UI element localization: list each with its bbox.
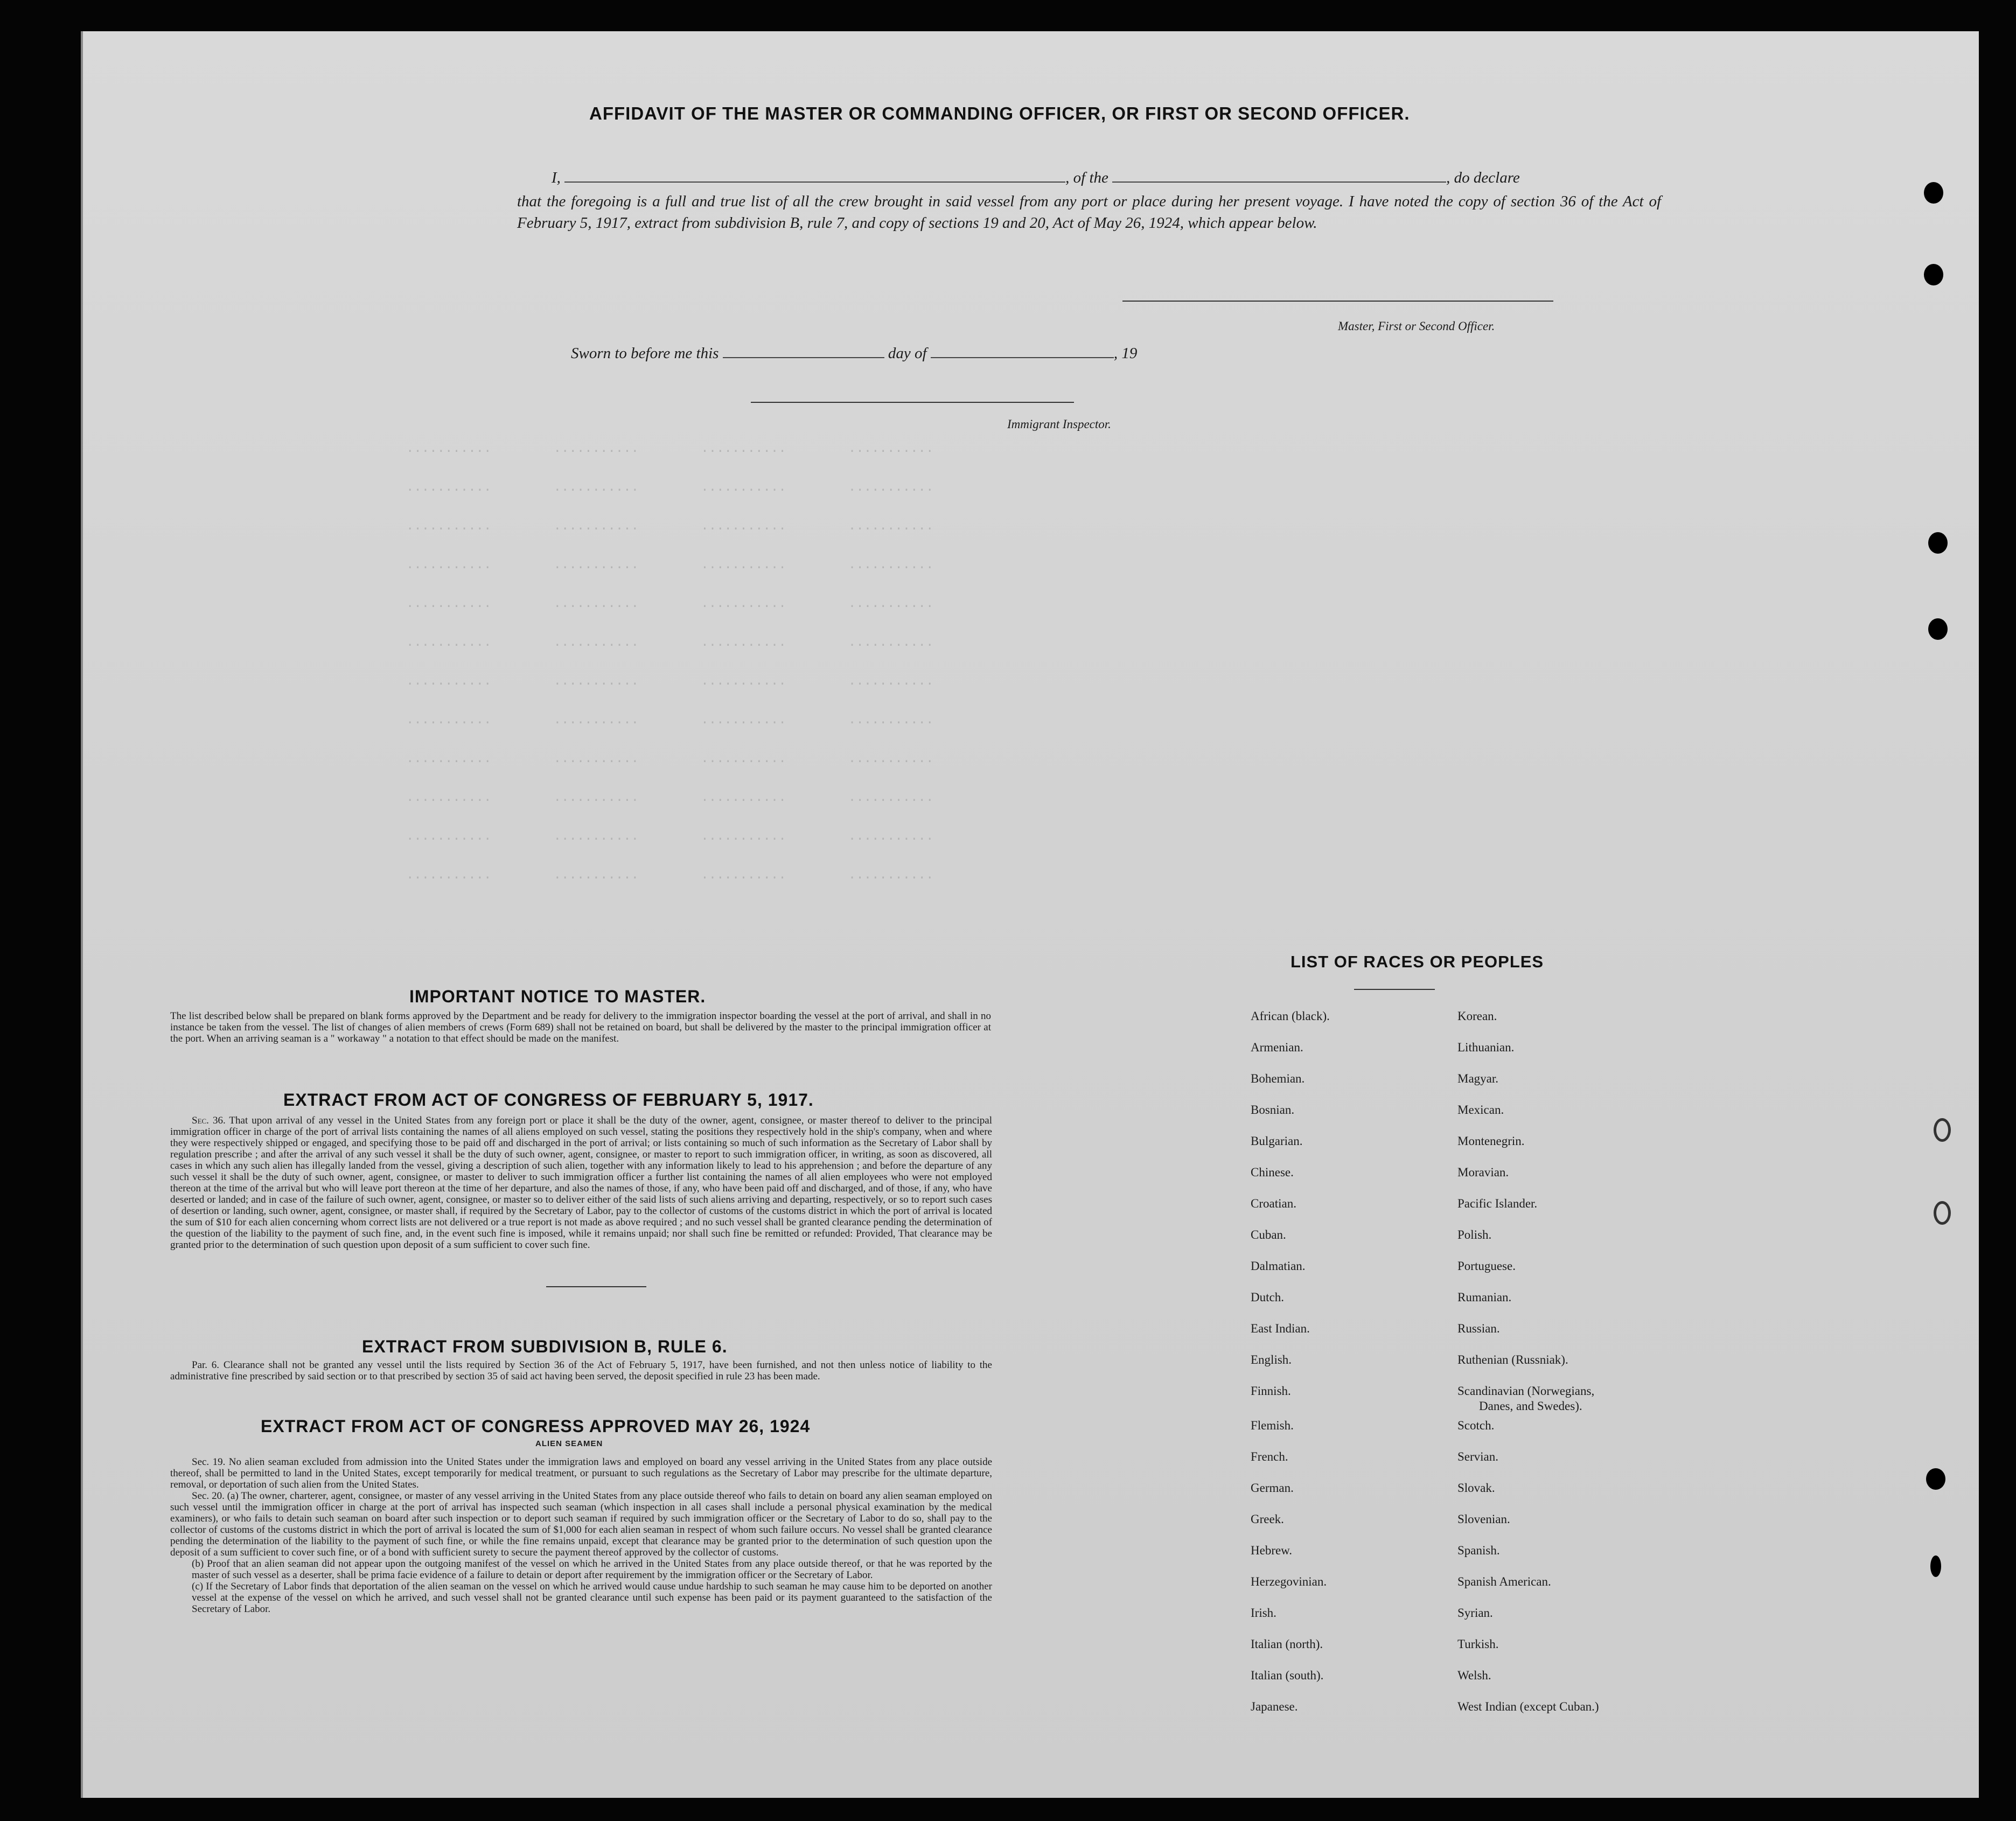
race-left: Italian (north).: [1251, 1637, 1323, 1651]
sworn-day-field[interactable]: [723, 357, 884, 358]
affidavit-body: that the foregoing is a full and true list of all the crew brought in said vessel from any port or place during her present voyage. I have noted the copy of section 36 of the Act of February 5, 1917, extract from subdivision B, rule 7, and copy of sections 19 and 20, Act of May 26, 1924, which appear below.: [517, 193, 1661, 232]
vessel-name-field[interactable]: [1112, 182, 1446, 183]
sec-19-paragraph: [170, 1456, 992, 1490]
document-page: [81, 31, 1979, 1798]
race-right: Montenegrin.: [1457, 1134, 1525, 1148]
sworn-label: Sworn to before me this: [571, 345, 719, 362]
inspector-label: Immigrant Inspector.: [1007, 417, 1111, 431]
affidavit-declaration-line: [552, 167, 1661, 189]
par-6-label: Par. 6.: [192, 1359, 220, 1371]
race-right: Scotch.: [1457, 1419, 1495, 1432]
punch-hole: [1928, 532, 1948, 554]
master-signature-label: Master, First or Second Officer.: [1338, 319, 1495, 333]
race-right: Lithuanian.: [1457, 1041, 1515, 1054]
race-left: Croatian.: [1251, 1197, 1296, 1210]
bleed-through-rows: ........... ........... ........... ........... ........... ........... ........... ........... ........... ........... ........... ........... ........... ........... ........... ........... ........... ........... ........... ........... ........... ........... ........... ........... ........... ........... ........... ........... ........... ........... ........... ........... ........... ........... ........... ........... ........... ........... ........... ........... ........... ........... ........... ........... ........... ........... ........... ...........: [406, 442, 934, 883]
extract-rule6-title: EXTRACT FROM SUBDIVISION B, RULE 6.: [362, 1337, 728, 1356]
notice-body: The list described below shall be prepared on blank forms approved by the Department and be ready for delivery to the immigration inspector boarding the vessel at the port of arrival, and shall in no instance be taken from the vessel. The list of changes of alien members of crews (Form 689) shall not be retained on board, but shall be delivered by the master to the principal immigration officer at the port. When an arriving seaman is a " workaway " a notation to that effect should be made on the manifest.: [170, 1010, 991, 1044]
sec-36-text: That upon arrival of any vessel in the United States from any foreign port or place it shall be the duty of the owner, agent, consignee, or master thereof to deliver to the principal immigration officer in charge of the port of arrival lists containing the names of all aliens employed on such vessel, stating the positions they respectively hold in the ship's company, when and where they were respectively shipped or engaged, and specifying those to be paid off and discharged in the port of arrival; or lists containing so much of such information as the Secretary of Labor shall by regulation prescribe ; and after the arrival of any such vessel it shall be the duty of such owner, agent, consignee, or master to report to such immigration officer, in writing, as soon as discovered, all cases in which any such alien has illegally landed from the vessel, giving a description of such alien, together with any information likely to lead to his apprehension ; and before the departure of any such vessel it shall be the duty of such owner, agent, consignee, or master to deliver to such immigration officer a further list containing the names of all alien employees who were not employed thereon at the time of the arrival but who will leave port thereon at the time of her departure, and also the names of those, if any, who have been paid off and discharged, and of those, if any, who have deserted or landed; and in case of the failure of such owner, agent, consignee, or master so to deliver either of the said lists of such aliens arriving and departing, respectively, or so to report such cases of desertion or landing, such owner, agent, consignee, or master shall, if required by the Secretary of Labor, pay to the collector of customs of the customs district in which the port of arrival is located the sum of $10 for each alien concerning whom correct lists are not delivered or a true report is not made as above required ; and no such vessel shall be granted clearance pending the determination of the question of the liability to the payment of such fine, and, in the event such fine is imposed, while it remains unpaid; nor shall such fine be remitted or refunded: Provided, That clearance may be granted prior to the determination of such question upon deposit of a sum sufficient to cover such fine.: [170, 1115, 992, 1251]
sec-20a-paragraph: [170, 1490, 992, 1558]
race-right: Slovenian.: [1457, 1512, 1510, 1526]
race-left: Herzegovinian.: [1251, 1575, 1327, 1588]
punch-hole: [1924, 182, 1943, 204]
affidavit-declare-label: , do declare: [1446, 169, 1520, 186]
extract-1917-title: EXTRACT FROM ACT OF CONGRESS OF FEBRUARY 5, 1917.: [283, 1090, 814, 1110]
sec-20-label: Sec. 20. (a): [192, 1490, 239, 1502]
race-left: Chinese.: [1251, 1166, 1294, 1179]
race-left: German.: [1251, 1481, 1294, 1495]
race-left: Hebrew.: [1251, 1544, 1293, 1557]
race-left: Greek.: [1251, 1512, 1284, 1526]
sec-20a-text: The owner, charterer, agent, consignee, or master of any vessel arriving in the United States from any place outside thereof who fails to detain on board any alien seaman employed on such vessel until the immigration officer in charge at the port of arrival has inspected such seaman (which inspection in all cases shall include a personal physical examination by the medical examiners), or who fails to detain such seaman on board after such inspection or to deport such seaman if required by such immigration officer or the Secretary of Labor to do so, shall pay to the collector of customs of the customs district in which the port of arrival is located the sum of $1,000 for each alien seaman in respect of whom such failure occurs. No vessel shall be granted clearance pending the determination of the liability to the payment of such fine, or while the fine remains unpaid, except that clearance may be granted prior to the determination of such question upon the deposit of a sum sufficient to cover such fine, or of a bond with sufficient surety to secure the payment thereof approved by the collector of customs.: [170, 1490, 992, 1558]
race-right: Turkish.: [1457, 1637, 1499, 1651]
race-left: Bosnian.: [1251, 1103, 1295, 1117]
sec-20b-text: (b) Proof that an alien seaman did not appear upon the outgoing manifest of the vessel on which he arrived in the United States from any place outside thereof, or that he was reported by the master of such vessel as a deserter, shall be prima facie evidence of a failure to detain or deport after requirement by the immigration officer or the Secretary of Labor.: [192, 1558, 992, 1581]
race-left: French.: [1251, 1450, 1288, 1463]
race-left: Dalmatian.: [1251, 1259, 1306, 1273]
race-right: Pacific Islander.: [1457, 1197, 1538, 1210]
race-left: Cuban.: [1251, 1228, 1286, 1241]
extract-1924-title: EXTRACT FROM ACT OF CONGRESS APPROVED MAY 26, 1924: [261, 1417, 811, 1436]
extract-1924-body: [170, 1456, 992, 1615]
race-left: East Indian.: [1251, 1322, 1310, 1335]
par-6-text: Clearance shall not be granted any vessel until the lists required by Section 36 of the Act of February 5, 1917, have been furnished, and not then unless notice of liability to the administrative fine prescribed by said section or to that prescribed by section 35 of said act having been served, the deposit specified in rule 23 has been made.: [170, 1359, 992, 1382]
race-right: Syrian.: [1457, 1606, 1493, 1620]
sec-36-label: Sec. 36.: [192, 1115, 226, 1126]
race-left: Bulgarian.: [1251, 1134, 1303, 1148]
race-right: West Indian (except Cuban.): [1457, 1700, 1599, 1713]
race-right: Portuguese.: [1457, 1259, 1516, 1273]
sworn-line: [571, 343, 1137, 364]
punch-hole: [1926, 1468, 1945, 1490]
extract-1924-subtitle: ALIEN SEAMEN: [535, 1439, 603, 1448]
race-right: Polish.: [1457, 1228, 1492, 1241]
races-title: LIST OF RACES OR PEOPLES: [1290, 952, 1544, 971]
notice-title: IMPORTANT NOTICE TO MASTER.: [409, 987, 706, 1006]
race-left: Irish.: [1251, 1606, 1276, 1620]
affidavit-of-the-label: , of the: [1065, 169, 1108, 186]
sec-20c-text: (c) If the Secretary of Labor finds that deportation of the alien seaman on the vessel on which he arrived would cause undue hardship to such seaman he may cause him to be deported on another vessel at the expense of the vessel on which he arrived, and such vessel shall not be granted clearance until such expense has been paid or its payment guaranteed to the satisfaction of the Secretary of Labor.: [192, 1581, 992, 1615]
punch-hole: [1928, 618, 1948, 640]
race-left: African (black).: [1251, 1009, 1330, 1023]
race-left: Armenian.: [1251, 1041, 1303, 1054]
race-right: Russian.: [1457, 1322, 1500, 1335]
race-right: Mexican.: [1457, 1103, 1504, 1117]
race-right: Spanish.: [1457, 1544, 1500, 1557]
race-left: Italian (south).: [1251, 1669, 1324, 1682]
race-right: Spanish American.: [1457, 1575, 1551, 1588]
race-right: Slovak.: [1457, 1481, 1495, 1495]
race-left: Bohemian.: [1251, 1072, 1305, 1085]
punch-hole: [1934, 1118, 1951, 1142]
sworn-month-field[interactable]: [931, 357, 1114, 358]
race-left: Flemish.: [1251, 1419, 1294, 1432]
sec-19-text: No alien seaman excluded from admission into the United States under the immigration laws and employed on board any vessel arriving in the United States from any place outside thereof, shall be permitted to land in the United States, except temporarily for medical treatment, or pursuant to such regulations as the Secretary of Labor may prescribe for the ultimate departure, removal, or deportation of such alien from the United States.: [170, 1456, 992, 1490]
punch-hole: [1924, 264, 1943, 285]
race-left: Dutch.: [1251, 1290, 1284, 1304]
race-right-continuation: Danes, and Swedes).: [1479, 1399, 1582, 1413]
sec-19-label: Sec. 19.: [192, 1456, 226, 1468]
race-right: Korean.: [1457, 1009, 1497, 1023]
affiant-name-field[interactable]: [564, 182, 1065, 183]
year-prefix: , 19: [1113, 345, 1138, 362]
races-divider: [1354, 989, 1435, 990]
race-left: Finnish.: [1251, 1384, 1291, 1398]
race-right: Ruthenian (Russniak).: [1457, 1353, 1568, 1366]
punch-hole: [1934, 1201, 1951, 1225]
race-right: Magyar.: [1457, 1072, 1499, 1085]
race-left: English.: [1251, 1353, 1292, 1366]
race-right: Scandinavian (Norwegians,: [1457, 1384, 1595, 1398]
extract-1917-body: [170, 1115, 992, 1251]
divider-1: [546, 1286, 646, 1287]
punch-hole: [1930, 1555, 1941, 1577]
race-right: Servian.: [1457, 1450, 1499, 1463]
day-of-label: day of: [888, 345, 927, 362]
inspector-signature-line[interactable]: [751, 402, 1074, 403]
master-signature-line[interactable]: [1122, 301, 1553, 302]
race-right: Moravian.: [1457, 1166, 1509, 1179]
race-right: Welsh.: [1457, 1669, 1491, 1682]
extract-rule6-body: [170, 1359, 992, 1382]
affidavit-title: AFFIDAVIT OF THE MASTER OR COMMANDING OFFICER, OR FIRST OR SECOND OFFICER.: [589, 103, 1410, 123]
race-right: Rumanian.: [1457, 1290, 1512, 1304]
affidavit-i-label: I,: [552, 169, 561, 186]
race-left: Japanese.: [1251, 1700, 1298, 1713]
